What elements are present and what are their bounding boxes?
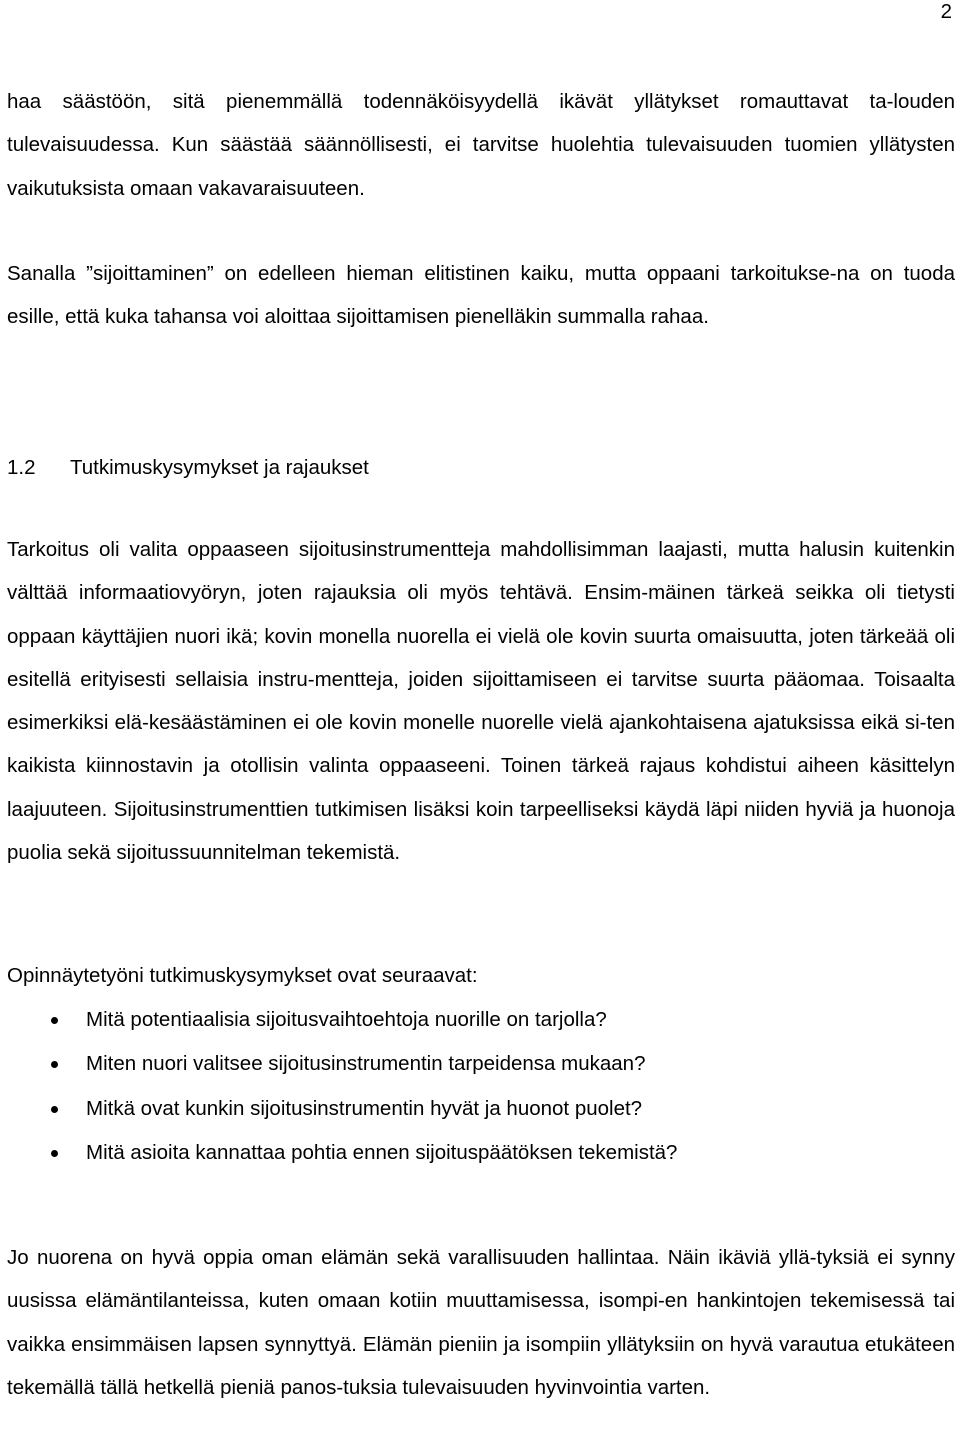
page-number: 2 xyxy=(940,0,952,23)
list-item-text: Miten nuori valitsee sijoitusinstrumentin tarpeidensa mukaan? xyxy=(86,1052,646,1076)
paragraph-investing-elitist: Sanalla ”sijoittaminen” on edelleen hieman elitistinen kaiku, mutta oppaani tarkoitukse-na on tuoda esille, että kuka tahansa voi aloittaa sijoittamisen pienelläkin summalla rahaa. xyxy=(7,262,955,329)
bullet-icon xyxy=(51,1061,58,1068)
list-item xyxy=(7,998,955,1042)
bullet-icon xyxy=(51,1106,58,1113)
list-item-text: Mitkä ovat kunkin sijoitusinstrumentin hyvät ja huonot puolet? xyxy=(86,1096,643,1120)
list-item xyxy=(7,1131,955,1175)
section-heading xyxy=(7,446,955,489)
section-heading-title: Tutkimuskysymykset ja rajaukset xyxy=(70,456,369,479)
paragraph-savings-continued: haa säästöön, sitä pienemmällä todennäköisyydellä ikävät yllätykset romauttavat ta-louden tulevaisuudessa. Kun säästää säännöllisesti, ei tarvitse huolehtia tulevaisuuden tuomien yllätysten vaikutuksista omaan vakavaraisuuteen. xyxy=(7,90,955,200)
paragraph-questions-intro: Opinnäytetyöni tutkimuskysymykset ovat seuraavat: xyxy=(7,964,478,987)
list-item-text: Mitä potentiaalisia sijoitusvaihtoehtoja nuorille on tarjolla? xyxy=(86,1008,607,1031)
list-item xyxy=(7,1042,955,1086)
list-item-text: Mitä asioita kannattaa pohtia ennen sijoituspäätöksen tekemistä? xyxy=(86,1141,678,1165)
section-heading-number: 1.2 xyxy=(7,456,36,479)
bullet-icon xyxy=(51,1150,58,1157)
paragraph-conclusion: Jo nuorena on hyvä oppia oman elämän sekä varallisuuden hallintaa. Näin ikäviä yllä-tyksiä ei synny uusissa elämäntilanteissa, kuten omaan kotiin muuttamisessa, isompi-en hankintojen tekemisessä tai vaikka ensimmäisen lapsen synnyttyä. Elämän pieniin ja isompiin yllätyksiin on hyvä varautua etukäteen tekemällä tällä hetkellä pieniä panos-tuksia tulevaisuuden hyvinvointia varten. xyxy=(7,1246,955,1399)
paragraph-scope: Tarkoitus oli valita oppaaseen sijoitusinstrumentteja mahdollisimman laajasti, mutta halusin kuitenkin välttää informaatiovyöryn, joten rajauksia oli myös tehtävä. Ensim-mäinen tärkeä seikka oli tietysti oppaan käyttäjien nuori ikä; kovin monella nuorella ei vielä ole kovin suurta omaisuutta, joten tärkeää oli esitellä erityisesti sellaisia instru-mentteja, joiden sijoittamiseen ei tarvitse suurta pääomaa. Toisaalta esimerkiksi elä-kesäästäminen ei ole kovin monelle nuorelle vielä ajankohtaisena ajatuksissa eikä si-ten kaikista kiinnostavin ja otollisin valinta oppaaseeni. Toinen tärkeä rajaus kohdistui aiheen käsittelyn laajuuteen. Sijoitusinstrumenttien tutkimisen lisäksi koin tarpeelliseksi käydä läpi niiden hyviä ja huonoja puolia sekä sijoitussuunnitelman tekemistä. xyxy=(7,538,955,865)
research-questions-list xyxy=(7,998,955,1176)
list-item xyxy=(7,1087,955,1131)
bullet-icon xyxy=(51,1017,58,1024)
